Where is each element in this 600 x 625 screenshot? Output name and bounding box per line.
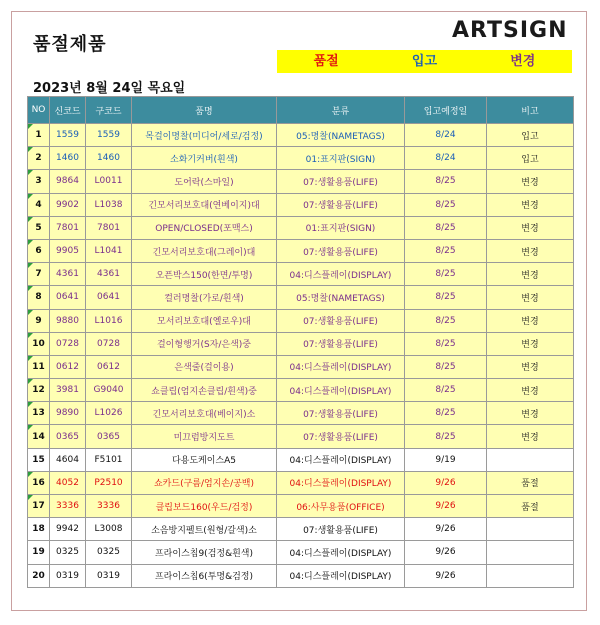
row-old-code: P2510 xyxy=(86,471,132,494)
row-old-code: 0325 xyxy=(86,541,132,564)
row-note: 변경 xyxy=(487,170,574,193)
row-old-code: 0319 xyxy=(86,564,132,587)
row-old-code: 4361 xyxy=(86,263,132,286)
row-category: 07:생활용품(LIFE) xyxy=(277,332,405,355)
row-old-code: G9040 xyxy=(86,379,132,402)
col-new-code: 신코드 xyxy=(50,97,86,124)
row-category: 07:생활용품(LIFE) xyxy=(277,309,405,332)
row-note xyxy=(487,518,574,541)
col-product-name: 품명 xyxy=(132,97,277,124)
row-product-name: 목걸이명찰(미디어/세로/검정) xyxy=(132,124,277,147)
row-arrival-date: 9/26 xyxy=(405,518,487,541)
row-note: 변경 xyxy=(487,263,574,286)
row-category: 01:표지판(SIGN) xyxy=(277,216,405,239)
row-no: 13 xyxy=(28,402,50,425)
row-note: 입고 xyxy=(487,124,574,147)
row-product-name: 프라이스칩6(투명&검정) xyxy=(132,564,277,587)
row-new-code: 0319 xyxy=(50,564,86,587)
row-category: 01:표지판(SIGN) xyxy=(277,147,405,170)
row-note: 변경 xyxy=(487,286,574,309)
col-note: 비고 xyxy=(487,97,574,124)
row-product-name: 프라이스칩9(검정&흰색) xyxy=(132,541,277,564)
row-new-code: 1460 xyxy=(50,147,86,170)
row-old-code: L0011 xyxy=(86,170,132,193)
row-category: 04:디스플레이(DISPLAY) xyxy=(277,379,405,402)
row-arrival-date: 8/24 xyxy=(405,124,487,147)
row-arrival-date: 8/25 xyxy=(405,193,487,216)
row-no: 2 xyxy=(28,147,50,170)
row-new-code: 0641 xyxy=(50,286,86,309)
row-product-name: OPEN/CLOSED(포맥스) xyxy=(132,216,277,239)
table-row xyxy=(28,193,574,216)
col-no: NO xyxy=(28,97,50,124)
row-product-name: 소화기커버(흰색) xyxy=(132,147,277,170)
row-old-code: L3008 xyxy=(86,518,132,541)
legend-soldout: 품절 xyxy=(313,54,339,69)
row-new-code: 3336 xyxy=(50,495,86,518)
table-row xyxy=(28,495,574,518)
table-row xyxy=(28,402,574,425)
table-row xyxy=(28,332,574,355)
row-new-code: 1559 xyxy=(50,124,86,147)
row-arrival-date: 8/25 xyxy=(405,332,487,355)
row-old-code: 1559 xyxy=(86,124,132,147)
report-date: 2023년 8월 24일 목요일 xyxy=(33,81,186,96)
col-category: 분류 xyxy=(277,97,405,124)
row-product-name: 걸이형행거(S자/은색)중 xyxy=(132,332,277,355)
row-category: 04:디스플레이(DISPLAY) xyxy=(277,448,405,471)
row-note: 입고 xyxy=(487,147,574,170)
row-arrival-date: 8/24 xyxy=(405,147,487,170)
row-no: 18 xyxy=(28,518,50,541)
row-new-code: 0728 xyxy=(50,332,86,355)
row-old-code: 0612 xyxy=(86,355,132,378)
row-category: 07:생활용품(LIFE) xyxy=(277,425,405,448)
table-row xyxy=(28,124,574,147)
table-header-row xyxy=(28,97,574,124)
row-no: 1 xyxy=(28,124,50,147)
row-category: 06:사무용품(OFFICE) xyxy=(277,495,405,518)
row-arrival-date: 8/25 xyxy=(405,379,487,402)
row-new-code: 0612 xyxy=(50,355,86,378)
row-product-name: 긴모서리보호대(그레이)대 xyxy=(132,239,277,262)
row-no: 14 xyxy=(28,425,50,448)
row-note xyxy=(487,541,574,564)
table-row xyxy=(28,379,574,402)
row-old-code: 7801 xyxy=(86,216,132,239)
table-row xyxy=(28,564,574,587)
table-row xyxy=(28,425,574,448)
table-row xyxy=(28,448,574,471)
row-old-code: 0641 xyxy=(86,286,132,309)
status-legend xyxy=(277,50,572,73)
row-no: 6 xyxy=(28,239,50,262)
row-old-code: L1038 xyxy=(86,193,132,216)
page-title: 품절제품 xyxy=(33,34,107,55)
row-arrival-date: 8/25 xyxy=(405,216,487,239)
row-arrival-date: 8/25 xyxy=(405,239,487,262)
row-product-name: 긴모서리보호대(베이지)소 xyxy=(132,402,277,425)
row-note: 변경 xyxy=(487,216,574,239)
row-old-code: L1026 xyxy=(86,402,132,425)
row-no: 12 xyxy=(28,379,50,402)
row-category: 07:생활용품(LIFE) xyxy=(277,170,405,193)
row-no: 3 xyxy=(28,170,50,193)
row-note: 품절 xyxy=(487,495,574,518)
table-row xyxy=(28,147,574,170)
row-product-name: 미끄럼방지도트 xyxy=(132,425,277,448)
row-arrival-date: 8/25 xyxy=(405,402,487,425)
row-product-name: 오픈박스150(한면/투명) xyxy=(132,263,277,286)
row-product-name: 은색줄(걸이용) xyxy=(132,355,277,378)
row-category: 07:생활용품(LIFE) xyxy=(277,402,405,425)
row-product-name: 모서리보호대(옐로우)대 xyxy=(132,309,277,332)
row-note: 품절 xyxy=(487,471,574,494)
row-no: 16 xyxy=(28,471,50,494)
row-product-name: 다용도케이스A5 xyxy=(132,448,277,471)
row-new-code: 7801 xyxy=(50,216,86,239)
table-row xyxy=(28,541,574,564)
row-category: 07:생활용품(LIFE) xyxy=(277,518,405,541)
row-note xyxy=(487,448,574,471)
table-row xyxy=(28,286,574,309)
row-note: 변경 xyxy=(487,355,574,378)
table-row xyxy=(28,239,574,262)
row-category: 04:디스플레이(DISPLAY) xyxy=(277,355,405,378)
row-arrival-date: 8/25 xyxy=(405,263,487,286)
row-arrival-date: 9/19 xyxy=(405,448,487,471)
row-product-name: 도어락(스마일) xyxy=(132,170,277,193)
row-arrival-date: 8/25 xyxy=(405,425,487,448)
row-note: 변경 xyxy=(487,193,574,216)
row-no: 5 xyxy=(28,216,50,239)
row-arrival-date: 8/25 xyxy=(405,355,487,378)
row-category: 04:디스플레이(DISPLAY) xyxy=(277,471,405,494)
row-arrival-date: 8/25 xyxy=(405,309,487,332)
row-new-code: 0325 xyxy=(50,541,86,564)
row-category: 04:디스플레이(DISPLAY) xyxy=(277,564,405,587)
row-no: 17 xyxy=(28,495,50,518)
row-old-code: L1016 xyxy=(86,309,132,332)
row-no: 7 xyxy=(28,263,50,286)
table-row xyxy=(28,263,574,286)
row-arrival-date: 8/25 xyxy=(405,170,487,193)
row-note: 변경 xyxy=(487,379,574,402)
row-new-code: 4604 xyxy=(50,448,86,471)
row-category: 05:명찰(NAMETAGS) xyxy=(277,124,405,147)
row-no: 11 xyxy=(28,355,50,378)
row-no: 9 xyxy=(28,309,50,332)
table-row xyxy=(28,355,574,378)
row-note: 변경 xyxy=(487,425,574,448)
row-note xyxy=(487,564,574,587)
row-new-code: 9864 xyxy=(50,170,86,193)
col-old-code: 구코드 xyxy=(86,97,132,124)
table-row xyxy=(28,518,574,541)
row-new-code: 9942 xyxy=(50,518,86,541)
row-no: 15 xyxy=(28,448,50,471)
table-row xyxy=(28,170,574,193)
row-old-code: F5101 xyxy=(86,448,132,471)
row-category: 05:명찰(NAMETAGS) xyxy=(277,286,405,309)
row-old-code: 3336 xyxy=(86,495,132,518)
row-no: 10 xyxy=(28,332,50,355)
row-no: 20 xyxy=(28,564,50,587)
product-table xyxy=(27,96,574,588)
row-product-name: 소음방지펠트(원형/갈색)소 xyxy=(132,518,277,541)
row-category: 07:생활용품(LIFE) xyxy=(277,193,405,216)
row-product-name: 긴모서리보호대(연베이지)대 xyxy=(132,193,277,216)
row-new-code: 4361 xyxy=(50,263,86,286)
row-arrival-date: 9/26 xyxy=(405,564,487,587)
row-new-code: 3981 xyxy=(50,379,86,402)
row-category: 07:생활용품(LIFE) xyxy=(277,239,405,262)
row-product-name: 클립보드160(우드/검정) xyxy=(132,495,277,518)
row-note: 변경 xyxy=(487,402,574,425)
row-new-code: 9880 xyxy=(50,309,86,332)
legend-change: 변경 xyxy=(510,54,536,69)
row-category: 04:디스플레이(DISPLAY) xyxy=(277,263,405,286)
row-category: 04:디스플레이(DISPLAY) xyxy=(277,541,405,564)
row-arrival-date: 9/26 xyxy=(405,495,487,518)
row-no: 8 xyxy=(28,286,50,309)
row-product-name: 컬러명찰(가로/흰색) xyxy=(132,286,277,309)
row-new-code: 9902 xyxy=(50,193,86,216)
table-row xyxy=(28,216,574,239)
row-product-name: 쇼카드(구름/엄지손/공백) xyxy=(132,471,277,494)
row-arrival-date: 8/25 xyxy=(405,286,487,309)
legend-restock: 입고 xyxy=(411,54,438,69)
col-arrival-date: 입고예정일 xyxy=(405,97,487,124)
row-arrival-date: 9/26 xyxy=(405,471,487,494)
brand-logo: ARTSIGN xyxy=(452,18,568,43)
table-row xyxy=(28,471,574,494)
table-row xyxy=(28,309,574,332)
row-new-code: 4052 xyxy=(50,471,86,494)
row-product-name: 쇼클립(엄지손클립/흰색)중 xyxy=(132,379,277,402)
row-old-code: 1460 xyxy=(86,147,132,170)
row-note: 변경 xyxy=(487,309,574,332)
row-note: 변경 xyxy=(487,332,574,355)
row-new-code: 0365 xyxy=(50,425,86,448)
row-no: 19 xyxy=(28,541,50,564)
row-new-code: 9890 xyxy=(50,402,86,425)
row-arrival-date: 9/26 xyxy=(405,541,487,564)
row-new-code: 9905 xyxy=(50,239,86,262)
row-old-code: L1041 xyxy=(86,239,132,262)
row-old-code: 0365 xyxy=(86,425,132,448)
row-note: 변경 xyxy=(487,239,574,262)
row-no: 4 xyxy=(28,193,50,216)
row-old-code: 0728 xyxy=(86,332,132,355)
